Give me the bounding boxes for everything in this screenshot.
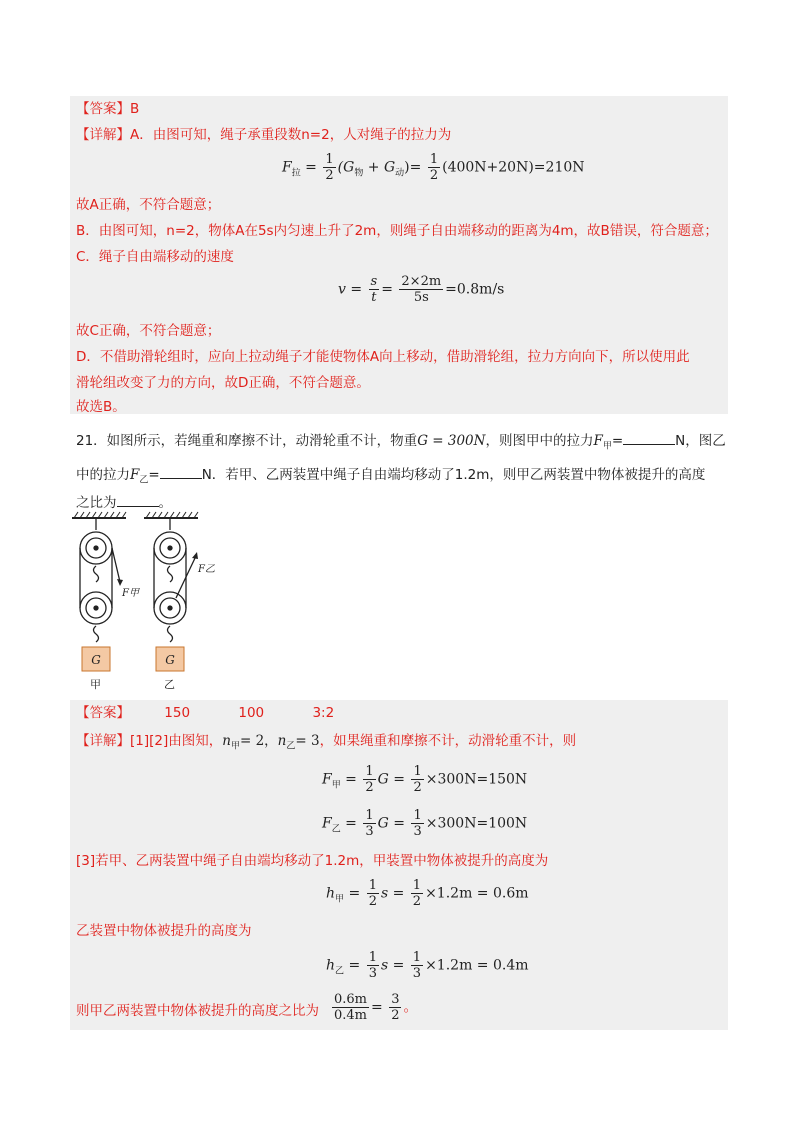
detail-line-1 [76,126,451,144]
line-a-result: 故A正确，不符合题意； [76,197,221,213]
line-d-1: D．不借助滑轮组时，应向上拉动绳子才能使物体A向上移动，借助滑轮组，拉力方向向下，所以使用此 [76,349,690,365]
answer-line-1 [76,100,139,118]
answer-1: 150 [164,705,191,721]
line-c-result: 故C正确，不符合题意； [76,323,221,339]
ceiling-right [144,512,198,518]
answer-3: 3:2 [312,705,335,721]
weight-label-jia: G [91,653,101,667]
detail-line-5: 则甲乙两装置中物体被提升的高度之比为 [76,1003,319,1019]
detail-line-4: 乙装置中物体被提升的高度为 [76,923,252,939]
question-line-3: 之比为 。 [76,492,172,512]
final-answer: 故选B。 [76,399,126,415]
answer-label-2: 【答案】 [76,705,130,721]
answer-value: B [130,101,140,117]
equation-f-yi: $F_乙$ = $\frac{1}{3}$ G = $\frac{1}{3}$ ×300N=100N [322,808,528,839]
detail-intro: A．由图可知，绳子承重段数n=2，人对绳子的拉力为 [130,127,452,143]
equation-velocity: v = $\frac{s}{t}$ = $\frac{2\times 2m}{5s}$ =0.8m/s [338,274,505,305]
answer-label: 【答案】 [76,101,130,117]
detail-label: 【详解】 [76,127,130,143]
answer-blank-2[interactable] [160,464,202,479]
caption-yi: 乙 [164,678,175,690]
line-c: C．绳子自由端移动的速度 [76,249,234,265]
pulley-system-yi [154,518,196,642]
equation-f-jia: $F_甲$ = $\frac{1}{2}$ G = $\frac{1}{2}$ ×300N=150N [322,764,528,795]
answer-blank-3[interactable] [117,492,159,507]
detail-line-2: 【详解】[1][2]由图知，$n_甲= 2$，$n_乙= 3$，如果绳重和摩擦不计，动滑轮重不计，则 [76,733,577,752]
pulley-diagram [66,510,226,690]
answer-2: 100 [238,705,265,721]
caption-jia: 甲 [90,678,101,690]
answer-line-2 [76,704,334,722]
question-line-2: 中的拉力$F_乙= N$．若甲、乙两装置中绳子自由端均移动了1.2m，则甲乙两装置中物体被提升的高度 [76,464,705,490]
question-line-1: 21．如图所示，若绳重和摩擦不计，动滑轮重不计，物重G = 300N，则图甲中的拉力$F_甲= N$，图乙 [76,430,726,456]
equation-ratio: $\frac{0.6m}{0.4m}$ = $\frac{3}{2}$ 。 [334,992,418,1023]
equation-h-jia: $h_甲$ = $\frac{1}{2}$ s = $\frac{1}{2}$ ×1.2m = 0.6m [326,878,529,909]
weight-label-yi: G [165,653,175,667]
pulley-system-jia [80,518,120,642]
ceiling-left [72,512,126,518]
equation-h-yi: $h_乙$ = $\frac{1}{3}$ s = $\frac{1}{3}$ ×1.2m = 0.4m [326,950,529,981]
force-label-yi: F乙 [198,564,215,575]
line-d-2: 滑轮组改变了力的方向，故D正确，不符合题意。 [76,375,370,391]
detail-line-3: [3]若甲、乙两装置中绳子自由端均移动了1.2m，甲装置中物体被提升的高度为 [76,853,549,869]
line-b: B．由图可知，n=2，物体A在5s内匀速上升了2m，则绳子自由端移动的距离为4m，故B错误，符合题意； [76,223,718,239]
equation-pull-force: $F_拉$ = $\frac{1}{2}$ $(G_物 + G_动)=$ $\frac{1}{2}$ (400N+20N)=210N [282,152,585,183]
force-label-jia: F甲 [122,588,139,599]
answer-blank-1[interactable] [623,430,675,445]
